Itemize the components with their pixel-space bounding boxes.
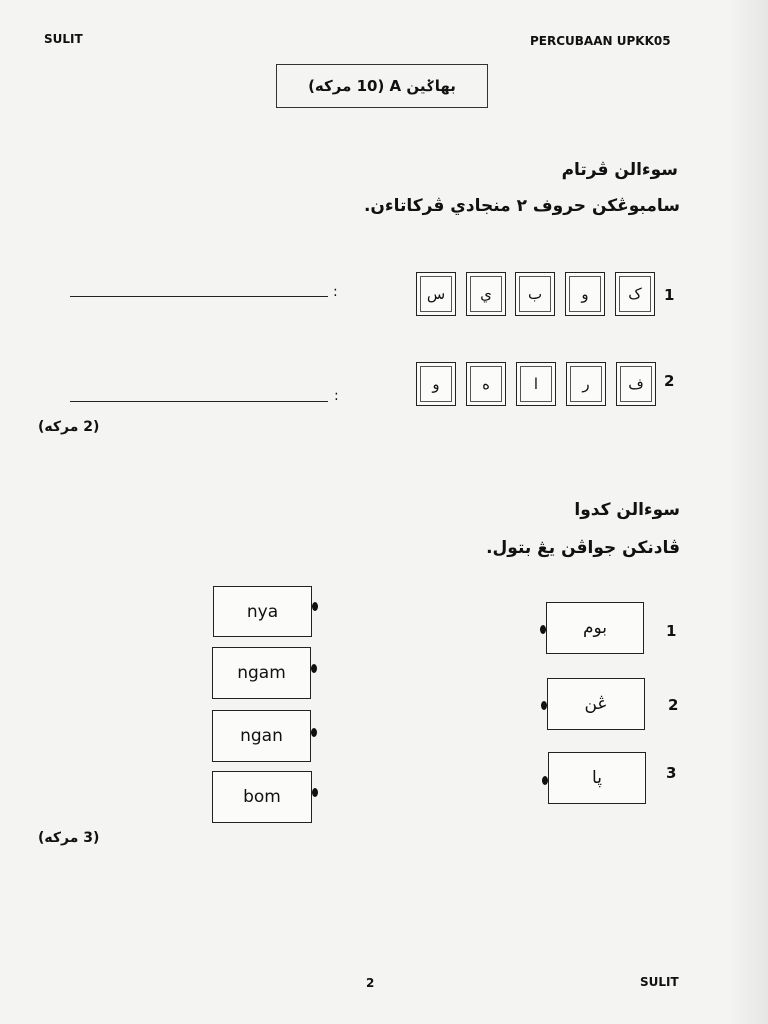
answer-colon: : — [334, 388, 339, 404]
match-dot[interactable] — [312, 788, 318, 797]
letter-box — [416, 362, 456, 406]
match-left-text: ڽا — [592, 768, 602, 788]
q1-row-number: 2 — [664, 372, 675, 390]
match-right-box — [212, 771, 312, 823]
q1-title: سوءالن ڤرتام — [561, 160, 678, 180]
q1-instruction: سامبوڠکن حروف ٢ منجادي ڤرکاتاءن. — [363, 196, 680, 216]
letter: و — [432, 375, 440, 393]
letter: ي — [480, 285, 492, 303]
letter: ک — [628, 285, 642, 303]
q2-title: سوءالن کدوا — [574, 500, 680, 520]
answer-line[interactable] — [70, 296, 328, 297]
match-right-text: nya — [246, 601, 279, 622]
letter: ه — [482, 375, 490, 393]
letter-box — [466, 362, 506, 406]
q2-item-number: 2 — [668, 696, 679, 714]
answer-line[interactable] — [70, 401, 328, 402]
q1-row-number: 1 — [664, 286, 675, 304]
q2-instruction: ڤادنکن جواڤن يڠ بتول. — [486, 538, 680, 558]
match-left-box — [546, 602, 644, 654]
header-classification: SULIT — [44, 32, 83, 46]
match-left-box — [547, 678, 645, 730]
letter-box — [615, 272, 655, 316]
match-dot[interactable] — [540, 625, 546, 634]
section-title-box: بهاݢين A (10 مرکه) — [276, 64, 488, 108]
q2-item-number: 1 — [666, 622, 677, 640]
match-dot[interactable] — [542, 776, 548, 785]
match-dot[interactable] — [312, 602, 318, 611]
letter: ا — [533, 375, 539, 393]
match-dot[interactable] — [311, 664, 317, 673]
page-number: 2 — [366, 976, 375, 990]
match-left-text: ڠن — [584, 694, 608, 714]
footer-classification: SULIT — [640, 975, 679, 989]
letter-box — [515, 272, 555, 316]
letter: ر — [582, 375, 590, 393]
match-dot[interactable] — [311, 728, 317, 737]
letter-box — [466, 272, 506, 316]
q1-marks: (2 مرکه) — [38, 419, 100, 435]
header-exam-title: PERCUBAAN UPKK05 — [530, 34, 671, 48]
match-right-box — [212, 647, 311, 699]
match-left-text: بوم — [582, 618, 608, 638]
match-left-box — [548, 752, 646, 804]
q2-marks: (3 مرکه) — [38, 830, 100, 846]
letter: ب — [527, 285, 543, 303]
letter-box — [416, 272, 456, 316]
match-right-text: ngan — [240, 726, 283, 746]
match-right-box — [212, 710, 311, 762]
match-right-text: bom — [243, 787, 281, 807]
letter: ف — [628, 375, 644, 393]
match-dot[interactable] — [541, 701, 547, 710]
letter: و — [581, 285, 589, 303]
q2-item-number: 3 — [666, 764, 677, 782]
page-shadow — [728, 0, 768, 1024]
letter-box — [565, 272, 605, 316]
match-right-box — [213, 586, 312, 637]
match-right-text: ngam — [237, 663, 286, 683]
letter-box — [516, 362, 556, 406]
letter-box — [616, 362, 656, 406]
letter-box — [566, 362, 606, 406]
answer-colon: : — [333, 284, 338, 300]
letter: س — [426, 285, 446, 303]
